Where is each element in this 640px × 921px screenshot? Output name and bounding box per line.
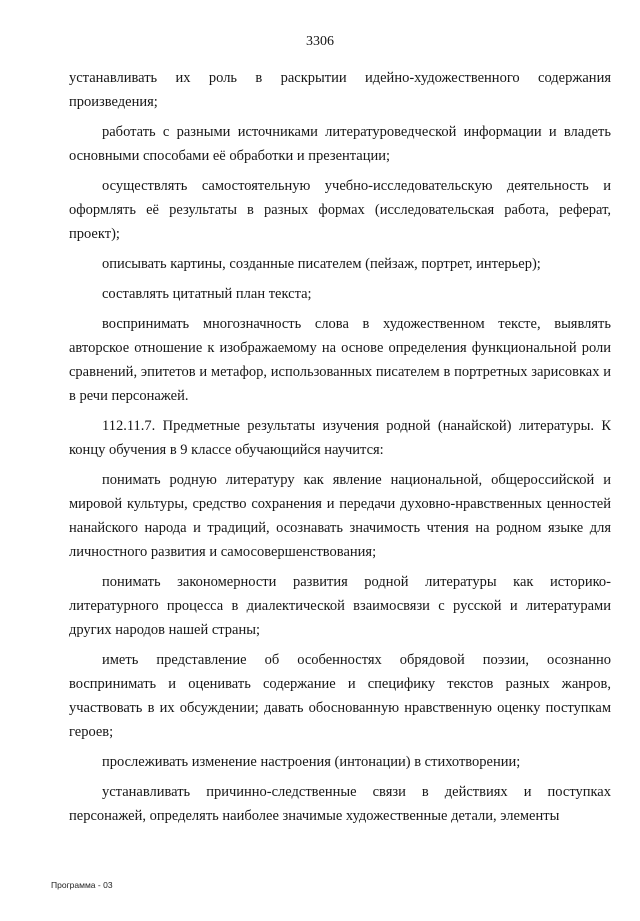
page-number: 3306: [306, 34, 334, 49]
paragraph: осуществлять самостоятельную учебно-исследовательскую деятельность и оформлять её результаты в разных формах (исследовательская работа, реферат, проект);: [69, 178, 611, 242]
paragraph: устанавливать причинно-следственные связи в действиях и поступках персонажей, определять наиболее значимые художественные детали, элементы: [69, 784, 611, 824]
document-body: [69, 66, 611, 828]
paragraph: составлять цитатный план текста;: [102, 286, 312, 302]
section-heading-paragraph: 112.11.7. Предметные результаты изучения родной (нанайской) литературы. К концу обучения в 9 классе обучающийся научится:: [69, 418, 611, 458]
paragraph: описывать картины, созданные писателем (пейзаж, портрет, интерьер);: [102, 256, 541, 272]
paragraph: воспринимать многозначность слова в художественном тексте, выявлять авторское отношение к изображаемому на основе определения функциональной роли сравнений, эпитетов и метафор, использованных писателем в портретных зарисовках и в речи персонажей.: [69, 316, 611, 404]
page-footer: Программа - 03: [51, 880, 113, 890]
paragraph: устанавливать их роль в раскрытии идейно-художественного содержания произведения;: [69, 70, 611, 110]
paragraph: работать с разными источниками литературоведческой информации и владеть основными способами её обработки и презентации;: [69, 124, 611, 164]
paragraph: понимать родную литературу как явление национальной, общероссийской и мировой культуры, средство сохранения и передачи духовно-нравственных ценностей нанайского народа и традиций, осознавать значимость чтения на родном языке для личностного развития и самосовершенствования;: [69, 472, 611, 560]
paragraph: прослеживать изменение настроения (интонации) в стихотворении;: [102, 754, 521, 770]
paragraph: понимать закономерности развития родной литературы как историко-литературного процесса в диалектической взаимосвязи с русской и литературами других народов нашей страны;: [69, 574, 611, 638]
paragraph: иметь представление об особенностях обрядовой поэзии, осознанно воспринимать и оценивать содержание и специфику текстов разных жанров, участвовать в их обсуждении; давать обоснованную нравственную оценку поступкам героев;: [69, 652, 611, 740]
